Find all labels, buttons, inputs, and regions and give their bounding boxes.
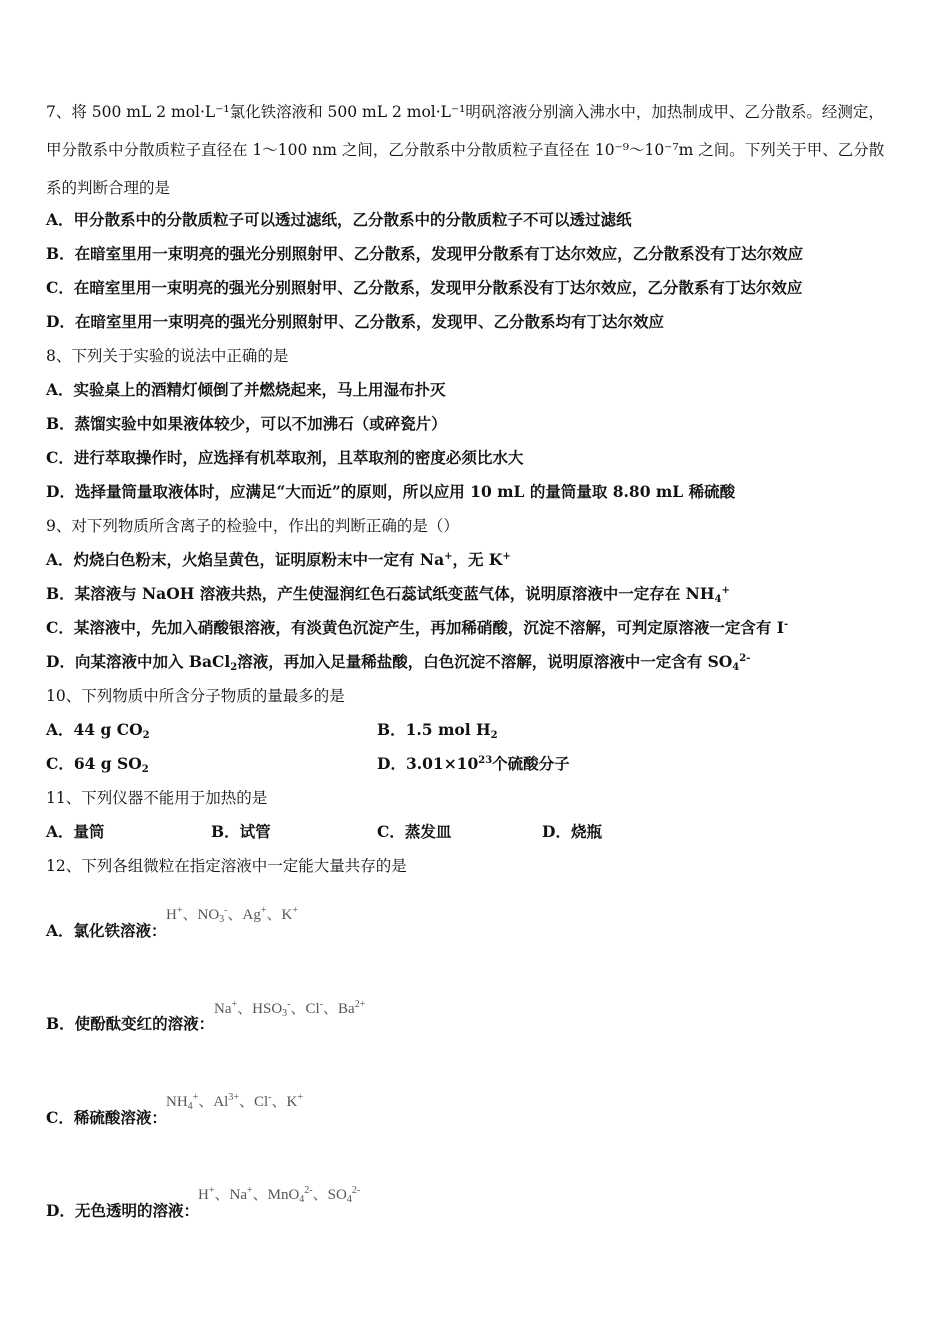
q10-option-a: A．44 g $CO_2$: [46, 720, 150, 741]
q9-option-a: A．灼烧白色粉末，火焰呈黄色，证明原粉末中一定有 Na+，无 K+: [46, 550, 511, 569]
q7-stem-line2: 甲分散系中分散质粒子直径在 1～100 nm 之间，乙分散系中分散质粒子直径在 10⁻⁹～10⁻⁷m 之间。下列关于甲、乙分散: [46, 141, 885, 159]
q10-option-b: B．1.5 mol $H_2$: [377, 720, 498, 741]
q11-option-d: D．烧瓶: [542, 822, 602, 841]
q7-option-b: B．在暗室里用一束明亮的强光分别照射甲、乙分散系，发现甲分散系有丁达尔效应，乙分散系没有丁达尔效应: [46, 244, 804, 263]
q11-option-b: B．试管: [211, 822, 271, 841]
q7-option-a: A．甲分散系中的分散质粒子可以透过滤纸，乙分散系中的分散质粒子不可以透过滤纸: [46, 210, 632, 229]
q8-option-c: C．进行萃取操作时，应选择有机萃取剂，且萃取剂的密度必须比水大: [46, 448, 524, 467]
q11-option-c: C．蒸发皿: [377, 822, 452, 841]
q8-option-b: B．蒸馏实验中如果液体较少，可以不加沸石（或碎瓷片）: [46, 414, 447, 433]
q12-option-b-ions: Na+、$HSO_3^-$、Cl-、$Ba^{2+}$: [214, 999, 366, 1019]
q8-option-a: A．实验桌上的酒精灯倾倒了并燃烧起来，马上用湿布扑灭: [46, 380, 446, 399]
q12-option-c: C．稀硫酸溶液：: [46, 1108, 167, 1127]
q7-option-d: D．在暗室里用一束明亮的强光分别照射甲、乙分散系，发现甲、乙分散系均有丁达尔效应: [46, 312, 664, 331]
q12-option-c-ions: $NH_4^+$、$Al^{3+}$、Cl-、K+: [166, 1092, 303, 1112]
q7-stem-line3: 系的判断合理的是: [46, 179, 171, 197]
q8-option-d: D．选择量筒量取液体时，应满足“大而近”的原则，所以应用 10 mL 的量筒量取 8.80 mL 稀硫酸: [46, 482, 736, 501]
q7-option-c: C．在暗室里用一束明亮的强光分别照射甲、乙分散系，发现甲分散系没有丁达尔效应，乙分散系有丁达尔效应: [46, 278, 803, 297]
q12-option-b: B．使酚酞变红的溶液：: [46, 1014, 215, 1033]
q10-option-c: C．64 g $SO_2$: [46, 754, 149, 775]
q12-option-d: D．无色透明的溶液：: [46, 1201, 199, 1220]
q12-option-d-ions: H+、Na+、MnO$_4^{2-}$、$SO_4^{2-}$: [198, 1185, 361, 1205]
q8-stem: 8、下列关于实验的说法中正确的是: [46, 347, 289, 365]
q7-stem-line1: 7、将 500 mL 2 mol·L⁻¹氯化铁溶液和 500 mL 2 mol·L⁻¹明矾溶液分别滴入沸水中，加热制成甲、乙分散系。经测定，: [46, 103, 884, 121]
q10-stem: 10、下列物质中所含分子物质的量最多的是: [46, 687, 345, 705]
q11-stem: 11、下列仪器不能用于加热的是: [46, 789, 268, 807]
q9-option-c: C．某溶液中，先加入硝酸银溶液，有淡黄色沉淀产生，再加稀硝酸，沉淀不溶解，可判定原溶液一定含有 I-: [46, 618, 789, 637]
q11-option-a: A．量筒: [46, 822, 105, 841]
q12-stem: 12、下列各组微粒在指定溶液中一定能大量共存的是: [46, 857, 407, 875]
q9-stem: 9、对下列物质所含离子的检验中，作出的判断正确的是（）: [46, 517, 459, 535]
q12-option-a-ions: H+、$NO_3^-$、Ag+、K+: [166, 905, 298, 925]
q12-option-a: A．氯化铁溶液：: [46, 921, 167, 940]
q10-option-d: D．$3.01\times 10^{23}$个硫酸分子: [377, 754, 570, 773]
q9-option-b: B．某溶液与 NaOH 溶液共热，产生使湿润红色石蕊试纸变蓝气体，说明原溶液中一定存在 $NH_4^+$: [46, 584, 730, 605]
q9-option-d: D．向某溶液中加入 BaCl$_2$溶液，再加入足量稀盐酸，白色沉淀不溶解，说明原溶液中一定含有 $SO_4^{2-}$: [46, 652, 751, 673]
